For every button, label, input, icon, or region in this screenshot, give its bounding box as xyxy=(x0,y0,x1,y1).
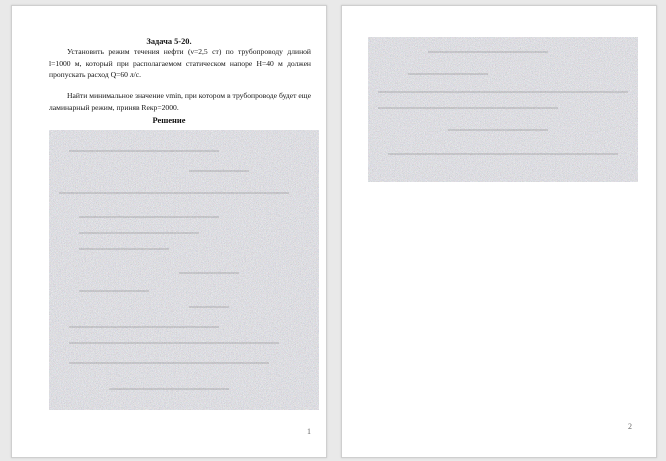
problem-question-paragraph: Найти минимальное значение νmin, при котором в трубопроводе будет еще ламинарный режим, приняв Reкр=2000. xyxy=(49,91,311,112)
document-page-1 xyxy=(11,5,327,458)
page-number: 1 xyxy=(307,427,311,436)
solution-heading: Решение xyxy=(152,116,186,125)
task-title: Задача 5-20. xyxy=(146,37,192,46)
page-number: 2 xyxy=(628,422,632,431)
obscured-solution-image xyxy=(49,130,319,410)
obscured-solution-image xyxy=(368,37,638,182)
problem-statement-paragraph: Установить режим течения нефти (ν=2,5 ст) по трубопроводу длиной l=1000 м, который при располагаемом статическом напоре H=40 м должен пропускать расход Q=60 л/с. xyxy=(49,47,311,80)
document-page-2 xyxy=(341,5,657,458)
